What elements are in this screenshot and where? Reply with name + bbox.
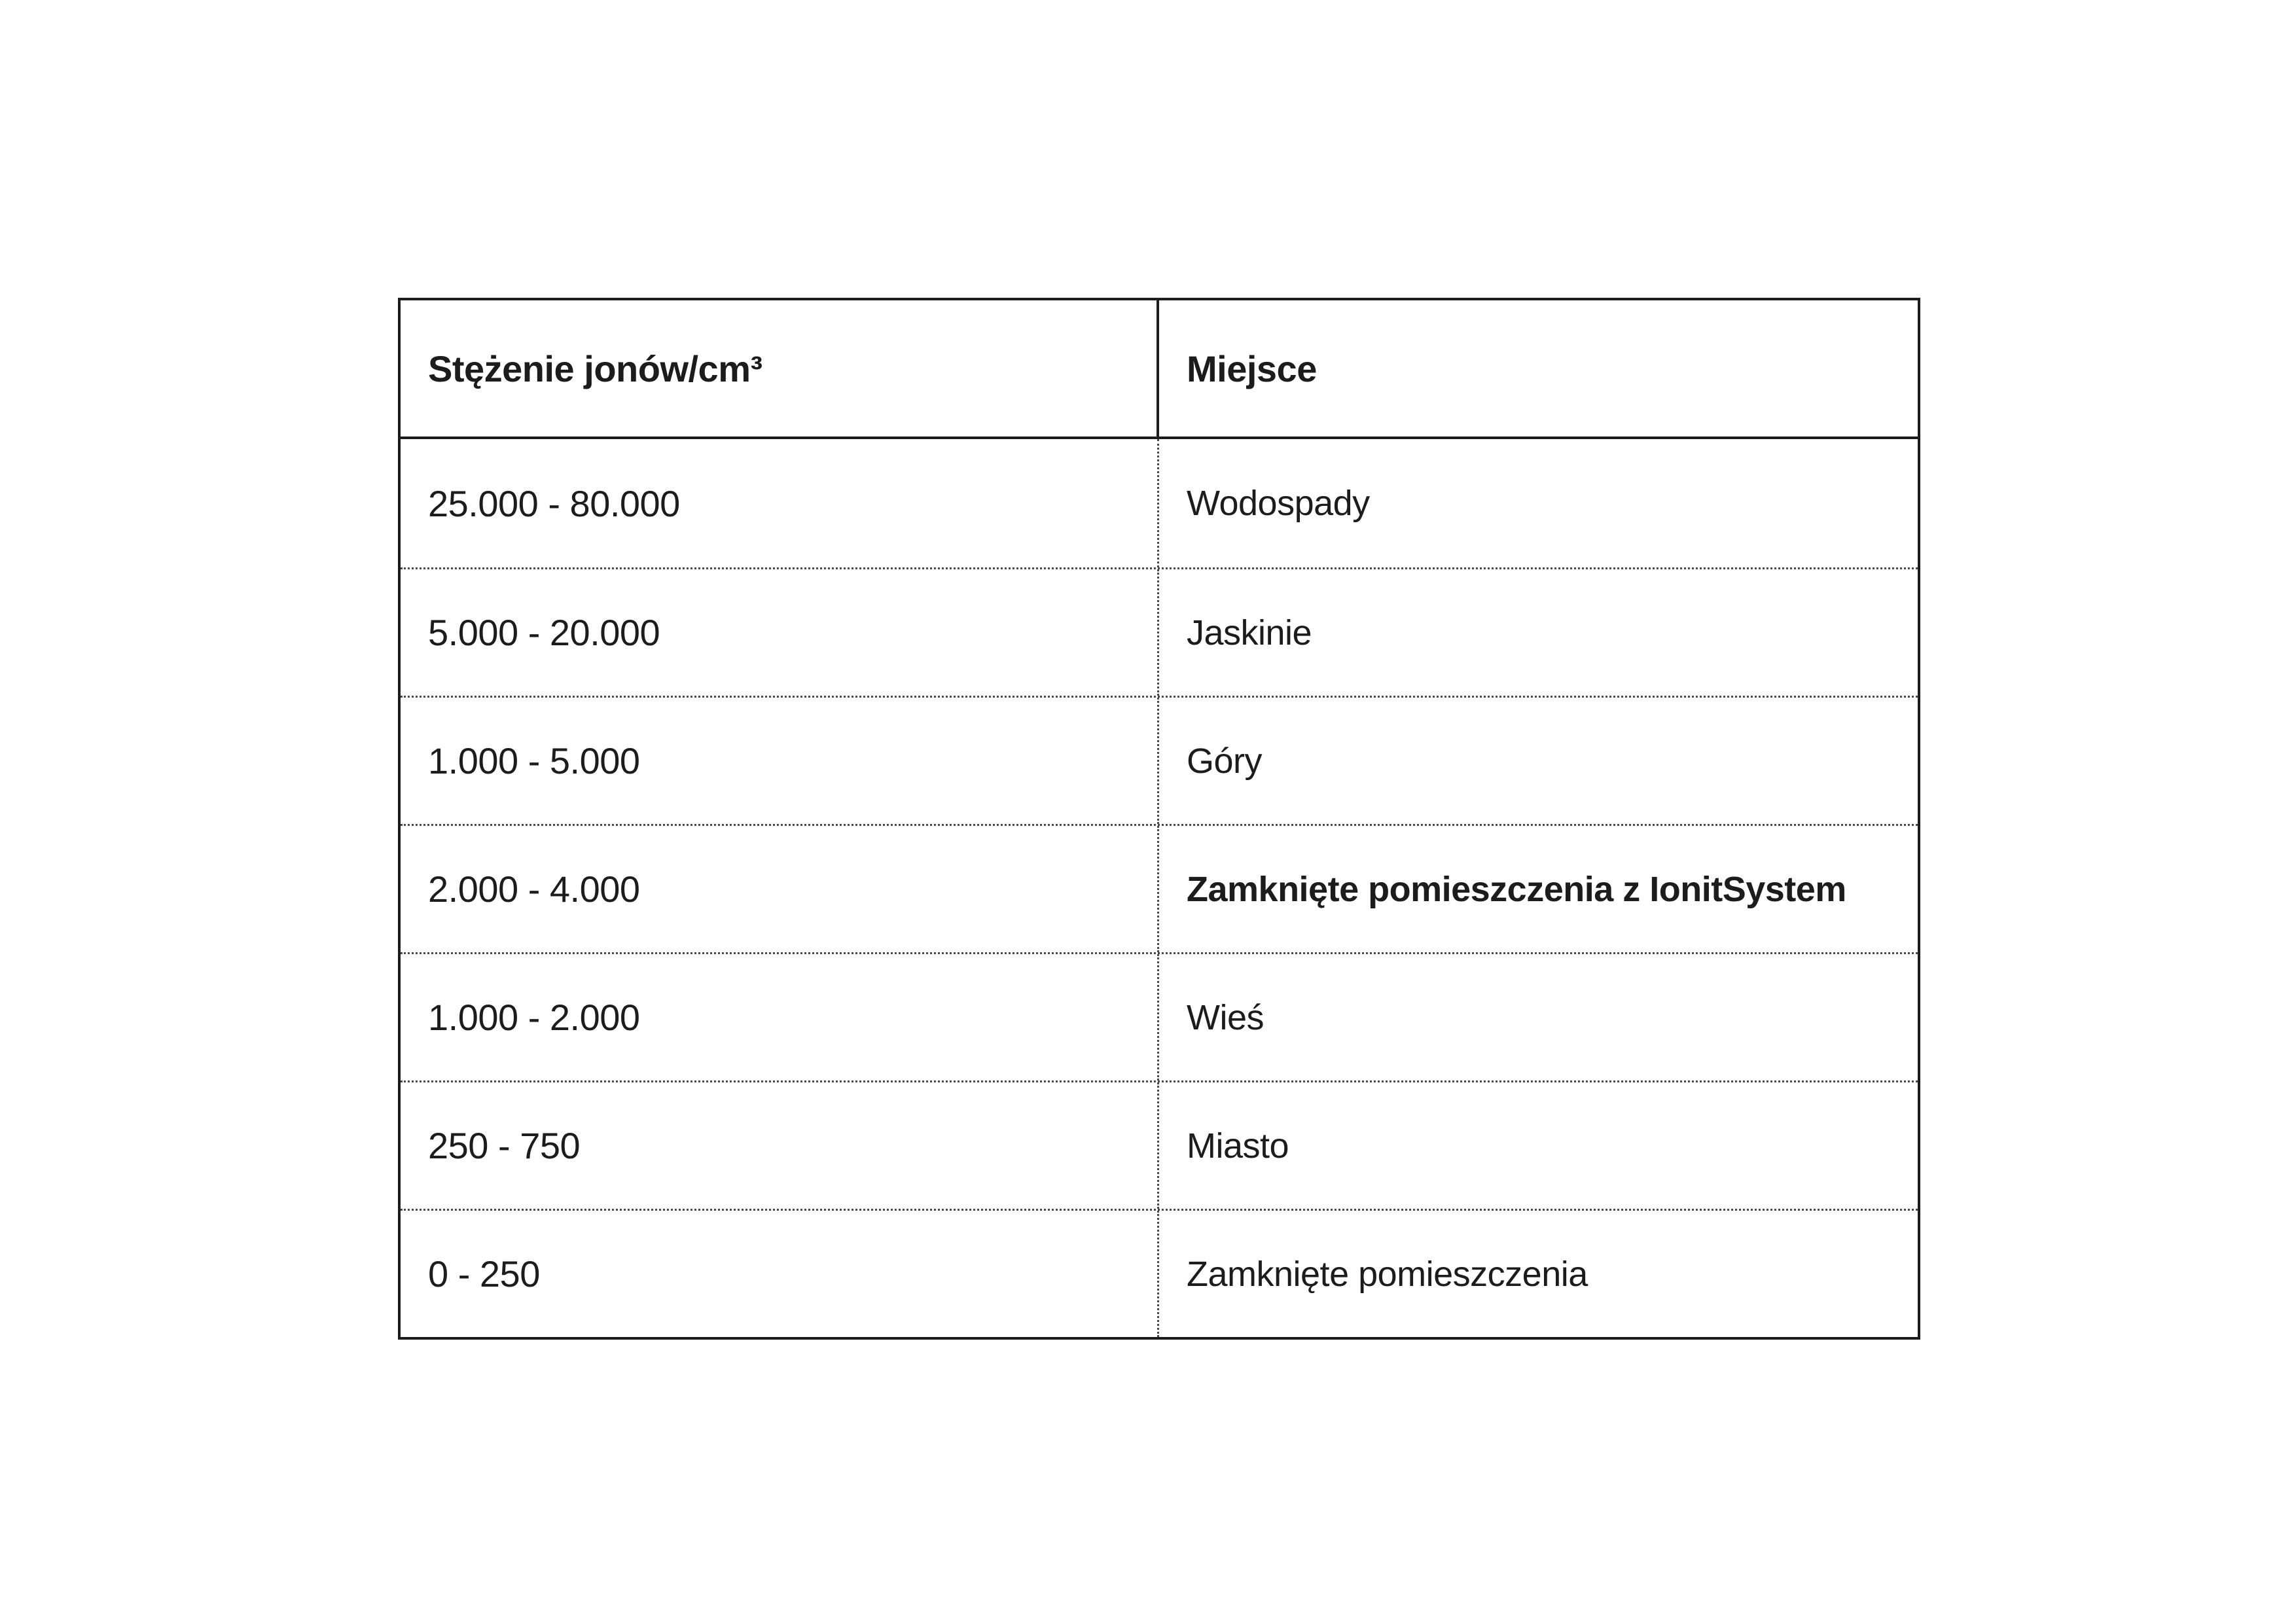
concentration-cell: 25.000 - 80.000 xyxy=(401,439,1159,567)
concentration-cell: 5.000 - 20.000 xyxy=(401,569,1159,696)
table-row xyxy=(401,1080,1918,1209)
table-row xyxy=(401,1209,1918,1337)
concentration-cell: 1.000 - 5.000 xyxy=(401,698,1159,824)
place-cell: Góry xyxy=(1187,741,1263,781)
place-cell: Miasto xyxy=(1187,1126,1289,1166)
table-header-row xyxy=(401,300,1918,439)
table-row xyxy=(401,824,1918,952)
table-row xyxy=(401,952,1918,1080)
place-cell: Wieś xyxy=(1187,997,1264,1037)
header-concentration: Stężenie jonów/cm³ xyxy=(401,300,1159,437)
table-row xyxy=(401,439,1918,567)
table-row xyxy=(401,567,1918,696)
concentration-cell: 0 - 250 xyxy=(401,1211,1159,1337)
table-row xyxy=(401,696,1918,824)
place-cell: Wodospady xyxy=(1187,484,1370,523)
concentration-cell: 1.000 - 2.000 xyxy=(401,954,1159,1080)
place-cell: Zamknięte pomieszczenia xyxy=(1187,1254,1588,1294)
place-cell: Jaskinie xyxy=(1187,613,1312,652)
ion-concentration-table xyxy=(398,298,1920,1340)
concentration-cell: 2.000 - 4.000 xyxy=(401,826,1159,952)
concentration-cell: 250 - 750 xyxy=(401,1082,1159,1209)
place-cell-highlighted: Zamknięte pomieszczenia z IonitSystem xyxy=(1187,869,1846,909)
header-place: Miejsce xyxy=(1187,348,1317,389)
